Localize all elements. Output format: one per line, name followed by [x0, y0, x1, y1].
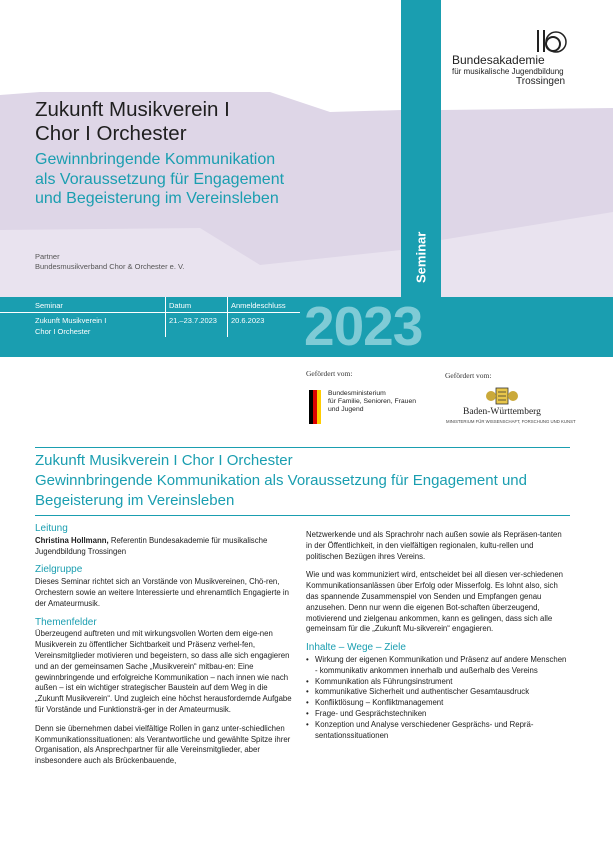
logo-line2: für musikalische Jugendbildung: [452, 67, 564, 76]
band-datum-label: Datum: [169, 301, 192, 310]
right-paragraph-1: Netzwerkende und als Sprachrohr nach außen sowie als Repräsen-tanten in der Öffentlichkeit, in den vielfältigen regionalen, kultu-rellen und politischen Bezügen ihres Vereins.: [306, 530, 562, 561]
federal-eagle-icon: [306, 388, 324, 426]
list-item: • Wirkung der eigenen Kommunikation und Präsenz auf andere Menschen: [306, 655, 568, 666]
right-paragraph-2: Wie und was kommuniziert wird, entscheidet bei all diesen ver-schiedenen Kommunikationsanlässen über Erfolg oder Misserfolg. Es lohnt also, sich das spannende Zusammenspiel von Senden und Empfangen genau anzusehen. Denn nur wenn die eigenen Bot-schaften überzeugend, motivierend und zielgenau ankommen, kann es gelingen, dass sich alle gemeinsam für die „Zukunft Mu-sikverein“ engagieren.: [306, 570, 563, 634]
left-paragraph-2: Denn sie übernehmen dabei vielfältige Rollen in ganz unter-schiedlichen Kommunikationssituationen: als Verantwortliche und gewählte Spitze ihrer Organisation, als Ansprechpartner für alle Vereinsmitglieder, aber insbesondere auch als Brückenbauende,: [35, 723, 291, 766]
themenfelder-text: Überzeugend auftreten und mit wirkungsvollen Worten dem eige-nen Musikverein zu öffentlicher Sichtbarkeit und Präsenz verhel-fen, Vereinsmitglieder motivieren und begeistern, so dass alle sich engagieren und an der gemeinsamen Sache „Musikverein“ mitbau-en: Eine gewinnbringende und erfolgreiche Kommunikation – nach innen wie nach außen – ist ein wichtiger strategischer Baustein auf dem Weg in die „Zukunft Musikverein“. Und zugleich eine höchst herausfordernde Aufgabe für Vorstände und Funktionsträ-ger in der Amateurmusik.: [35, 629, 292, 714]
band-anmelde-label: Anmeldeschluss: [231, 301, 286, 310]
band-anmelde-value: 20.6.2023: [231, 316, 265, 325]
bw-logo-text: Baden-Württemberg: [463, 407, 541, 417]
band-vdivider: [227, 297, 228, 337]
year-number: 2023: [304, 295, 423, 357]
band-vdivider: [165, 297, 166, 337]
heading-rule-top: [35, 447, 570, 448]
partner-value: Bundesmusikverband Chor & Orchester e. V.: [35, 262, 185, 271]
heading-rule-bottom: [35, 515, 570, 516]
left-column: [35, 524, 293, 775]
funding-label-left: Gefördert vom:: [306, 369, 353, 378]
band-seminar-label: Seminar: [35, 301, 63, 310]
inhalte-heading: Inhalte – Wege – Ziele: [306, 642, 406, 654]
funding-label-right: Gefördert vom:: [445, 371, 492, 380]
vertical-seminar-label: Seminar: [413, 231, 429, 283]
bundesakademie-logo-icon: [532, 28, 568, 56]
inhalte-list: [306, 655, 568, 741]
page-title: Zukunft Musikverein I Chor I Orchester: [35, 98, 230, 145]
list-item: • kommunikative Sicherheit und authentischer Gesamtausdruck: [306, 687, 568, 698]
bw-ministry-text: MINISTERIUM FÜR WISSENSCHAFT, FORSCHUNG UND KUNST: [446, 419, 576, 424]
zielgruppe-text: Dieses Seminar richtet sich an Vorstände von Musikvereinen, Chö-ren, Orchestern sowie an weitere Interessierte und ehrenamtlich Engagierte in der Amateurmusik.: [35, 577, 289, 608]
list-item: • Kommunikation als Führungsinstrument: [306, 677, 568, 688]
page-subtitle: Gewinnbringende Kommunikation als Voraussetzung für Engagement und Begeisterung im Vereinsleben: [35, 151, 285, 207]
partner-label: Partner: [35, 252, 60, 261]
list-item: - kommunikativ ankommen innerhalb und außerhalb des Vereins: [315, 665, 538, 675]
header-background: [0, 0, 613, 297]
right-column: [306, 530, 568, 741]
band-seminar-value: Zukunft Musikverein I Chor I Orchester: [35, 316, 107, 336]
zielgruppe-heading: Zielgruppe: [35, 564, 83, 576]
themenfelder-heading: Themenfelder: [35, 616, 97, 628]
band-datum-value: 21.–23.7.2023: [169, 316, 217, 325]
leitung-heading: Leitung: [35, 523, 68, 534]
band-divider: [0, 312, 300, 313]
leitung-text: Christina Hollmann, Referentin Bundesakademie für musikalische Jugendbildung Trossingen: [35, 535, 268, 556]
list-item: • Konfliktlösung – Konfliktmanagement: [306, 698, 568, 709]
bmfsfj-logo-text: Bundesministerium für Familie, Senioren, Frauen und Jugend: [328, 390, 417, 413]
bw-coat-of-arms-icon: [485, 384, 519, 408]
logo-line3: Trossingen: [516, 76, 566, 87]
main-heading: Zukunft Musikverein I Chor I Orchester Gewinnbringende Kommunikation als Voraussetzung für Engagement und Begeisterung im Vereinsleben: [35, 452, 527, 509]
logo-line1: Bundesakademie: [452, 53, 545, 67]
list-item: • Konzeption und Analyse verschiedener Gesprächs- und Reprä-sentationssituationen: [306, 720, 568, 742]
list-item: • Frage- und Gesprächstechniken: [306, 709, 568, 720]
